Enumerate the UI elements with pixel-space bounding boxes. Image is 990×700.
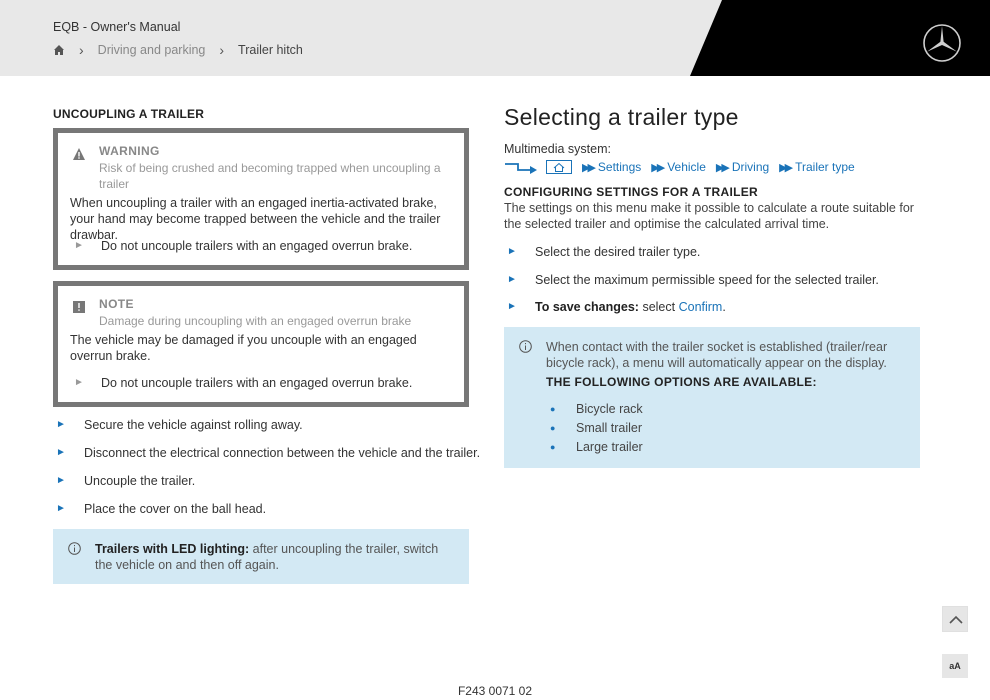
bullet-dot-icon: ●: [550, 423, 556, 433]
note-body: The vehicle may be damaged if you uncouple with an engaged overrun brake.: [70, 333, 417, 363]
menu-path-arrow-icon: [504, 160, 538, 174]
list-item: [550, 421, 642, 435]
triangle-bullet-icon: ►: [507, 246, 517, 257]
double-chevron-icon: ▶▶: [582, 161, 593, 174]
trailer-socket-info-box: [504, 327, 920, 468]
option-text: Large trailer: [576, 440, 643, 454]
triangle-bullet-icon: ►: [56, 503, 66, 514]
bullet-dot-icon: ●: [550, 404, 556, 414]
page-title: Selecting a trailer type: [504, 104, 739, 130]
option-text: Small trailer: [576, 421, 642, 435]
warning-triangle-icon: [72, 147, 86, 161]
list-item: [550, 440, 643, 454]
exclamation-square-icon: [72, 300, 86, 314]
chevron-up-icon: [943, 607, 969, 633]
list-item: [504, 300, 726, 314]
list-item: [53, 474, 195, 488]
warning-bullet-text: Do not uncouple trailers with an engaged overrun brake.: [101, 239, 413, 253]
scroll-to-top-button[interactable]: [942, 606, 968, 632]
mercedes-star-logo[interactable]: [922, 23, 962, 63]
home-icon[interactable]: [53, 44, 65, 56]
led-info-box: [53, 529, 469, 584]
triangle-bullet-icon: ►: [56, 475, 66, 486]
trailer-socket-info-text: When contact with the trailer socket is established (trailer/rear bicycle rack), a menu will automatically appear on the display.: [546, 340, 888, 370]
save-text: select: [638, 300, 679, 314]
triangle-bullet-icon: ►: [507, 301, 517, 312]
warning-subtitle: Risk of being crushed and becoming trapped when uncoupling a trailer: [99, 161, 441, 191]
triangle-bullet-icon: ►: [507, 274, 517, 285]
path-trailer-type[interactable]: Trailer type: [795, 160, 855, 174]
triangle-bullet-icon: ►: [56, 419, 66, 430]
chevron-right-icon: ›: [219, 42, 225, 58]
triangle-bullet-icon: ►: [74, 240, 84, 251]
step-text: Secure the vehicle against rolling away.: [84, 418, 303, 432]
triangle-bullet-icon: ►: [56, 447, 66, 458]
info-icon: [68, 542, 81, 555]
confirm-link[interactable]: Confirm: [678, 300, 723, 314]
double-chevron-icon: ▶▶: [779, 161, 791, 174]
note-subtitle: Damage during uncoupling with an engaged overrun brake: [99, 314, 412, 328]
page-header: [0, 0, 990, 76]
save-step-text: [535, 300, 726, 314]
path-driving[interactable]: Driving: [731, 160, 770, 174]
save-bold: To save changes:: [535, 300, 639, 314]
step-text: Select the desired trailer type.: [535, 245, 701, 259]
warning-bullet: [70, 239, 412, 253]
led-info-bold: Trailers with LED lighting:: [95, 542, 250, 556]
path-vehicle[interactable]: Vehicle: [667, 160, 706, 174]
breadcrumb: [53, 42, 303, 58]
warning-body: When uncoupling a trailer with an engaged inertia-activated brake, your hand may become trapped between the vehicle and the trailer drawbar.: [70, 196, 441, 242]
step-text: Uncouple the trailer.: [84, 474, 196, 488]
section-heading-uncoupling: UNCOUPLING A TRAILER: [53, 107, 205, 121]
list-item: [53, 418, 303, 432]
list-item: [504, 273, 879, 287]
info-icon: [519, 340, 532, 353]
bullet-dot-icon: ●: [550, 442, 556, 452]
step-text: Place the cover on the ball head.: [84, 502, 267, 516]
breadcrumb-trailer-hitch: Trailer hitch: [238, 43, 303, 57]
multimedia-label: Multimedia system:: [504, 142, 611, 156]
list-item: [504, 245, 700, 259]
option-text: Bicycle rack: [576, 402, 643, 416]
save-end: .: [722, 300, 726, 314]
breadcrumb-driving-and-parking[interactable]: Driving and parking: [97, 43, 206, 57]
path-settings[interactable]: Settings: [597, 160, 642, 174]
font-size-toggle-button[interactable]: aA: [942, 654, 968, 678]
step-text: Select the maximum permissible speed for the selected trailer.: [535, 273, 879, 287]
double-chevron-icon: ▶▶: [651, 161, 663, 174]
warning-label: WARNING: [99, 144, 160, 158]
list-item: [550, 402, 643, 416]
warning-box: [53, 128, 469, 270]
configuring-text: The settings on this menu make it possible to calculate a route suitable for the selected trailer and optimise the calculated arrival time.: [504, 201, 914, 231]
configuring-heading: CONFIGURING SETTINGS FOR A TRAILER: [504, 185, 758, 199]
note-bullet: [70, 376, 412, 390]
note-label: NOTE: [99, 297, 134, 311]
led-info-body: after uncoupling the trailer, switch the vehicle on and then off again.: [95, 542, 439, 572]
list-item: [53, 446, 480, 460]
multimedia-path: [504, 160, 855, 174]
double-chevron-icon: ▶▶: [715, 161, 727, 174]
list-item: [53, 502, 266, 516]
step-text: Disconnect the electrical connection between the vehicle and the trailer.: [84, 446, 481, 460]
note-bullet-text: Do not uncouple trailers with an engaged overrun brake.: [101, 376, 413, 390]
options-heading: THE FOLLOWING OPTIONS ARE AVAILABLE:: [546, 375, 817, 389]
manual-title: EQB - Owner's Manual: [53, 20, 181, 34]
led-info-text: [95, 541, 455, 573]
home-screen-icon: [546, 160, 572, 174]
chevron-right-icon: ›: [79, 42, 84, 58]
image-reference-code: F243 0071 02: [457, 684, 533, 698]
triangle-bullet-icon: ►: [74, 377, 84, 388]
note-box: [53, 281, 469, 407]
